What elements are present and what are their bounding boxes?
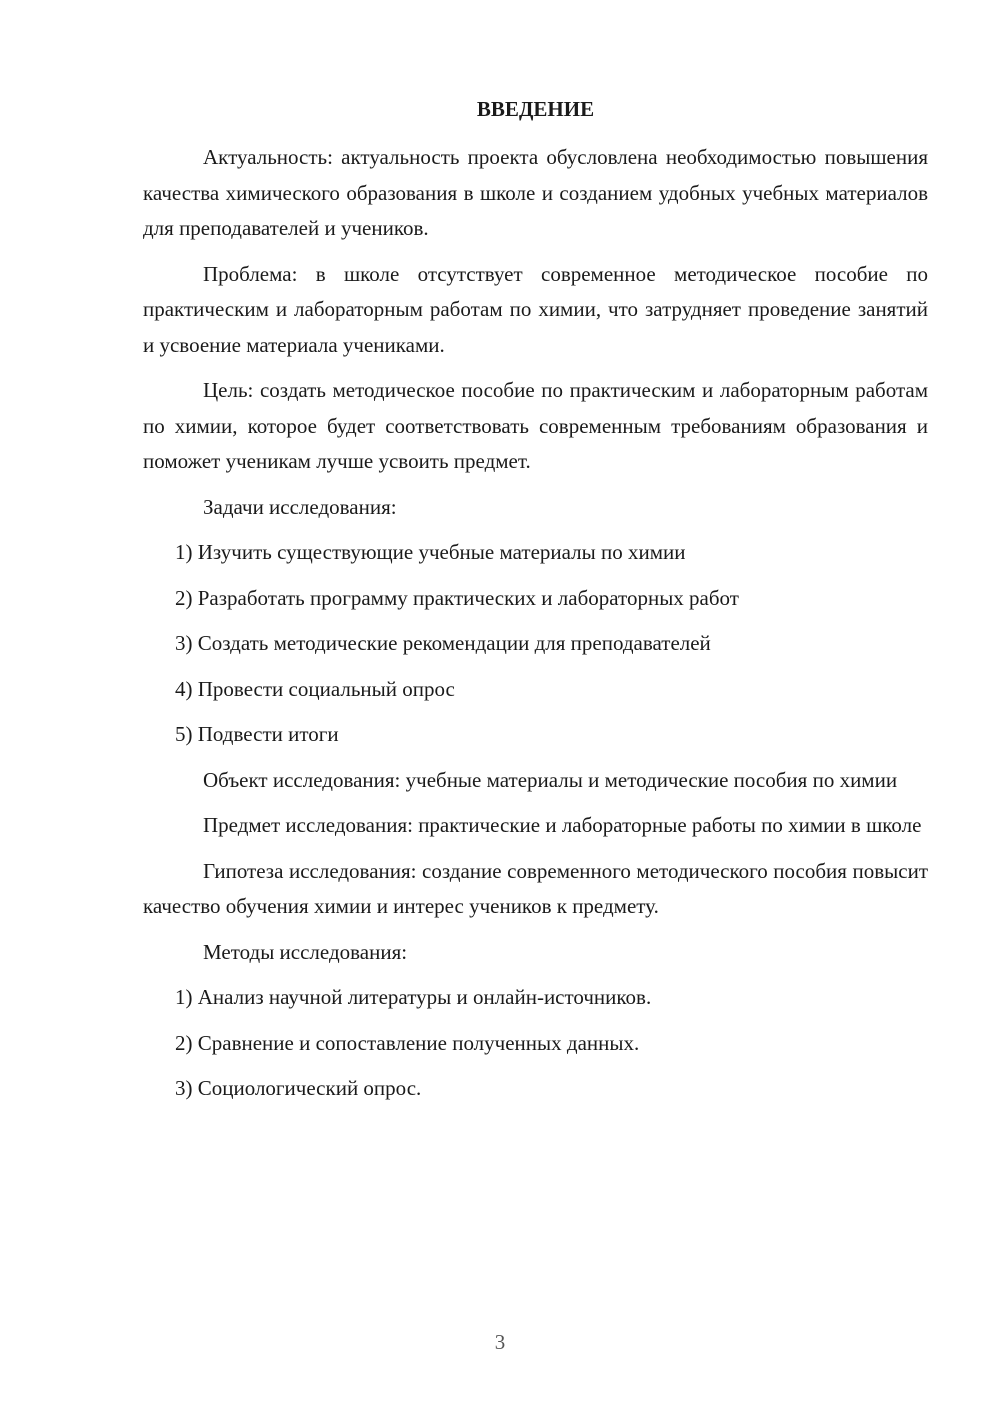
list-item: 2) Разработать программу практических и лабораторных работ: [175, 585, 739, 610]
document-page: [143, 92, 928, 1117]
tasks-list: [143, 535, 928, 753]
methods-list: [143, 980, 928, 1107]
problem-paragraph: Проблема: в школе отсутствует современное методическое пособие по практическим и лабораторным работам по химии, что затрудняет проведение занятий и усвоение материала учениками.: [143, 261, 928, 357]
hypothesis-paragraph: Гипотеза исследования: создание современного методического пособия повысит качество обучения химии и интерес учеников к предмету.: [143, 858, 928, 918]
methods-heading: Методы исследования:: [203, 939, 408, 964]
list-item: 2) Сравнение и сопоставление полученных данных.: [175, 1030, 640, 1055]
object-paragraph: Объект исследования: учебные материалы и методические пособия по химии: [203, 767, 898, 792]
tasks-heading: Задачи исследования:: [203, 494, 397, 519]
page-number: 3: [494, 1330, 506, 1354]
relevance-paragraph: Актуальность: актуальность проекта обусловлена необходимостью повышения качества химического образования в школе и созданием удобных учебных материалов для преподавателей и учеников.: [143, 145, 928, 240]
section-title: ВВЕДЕНИЕ: [476, 97, 595, 121]
list-item: 1) Изучить существующие учебные материалы по химии: [175, 540, 686, 564]
list-item: 5) Подвести итоги: [175, 722, 339, 746]
list-item: 3) Социологический опрос.: [175, 1076, 422, 1100]
list-item: 1) Анализ научной литературы и онлайн-источников.: [175, 985, 652, 1009]
subject-paragraph: Предмет исследования: практические и лабораторные работы по химии в школе: [203, 813, 922, 837]
goal-paragraph: Цель: создать методическое пособие по практическим и лабораторным работам по химии, которое будет соответствовать современным требованиям образования и поможет ученикам лучше усвоить предмет.: [143, 378, 928, 473]
list-item: 3) Создать методические рекомендации для преподавателей: [175, 631, 711, 655]
list-item: 4) Провести социальный опрос: [175, 676, 455, 701]
